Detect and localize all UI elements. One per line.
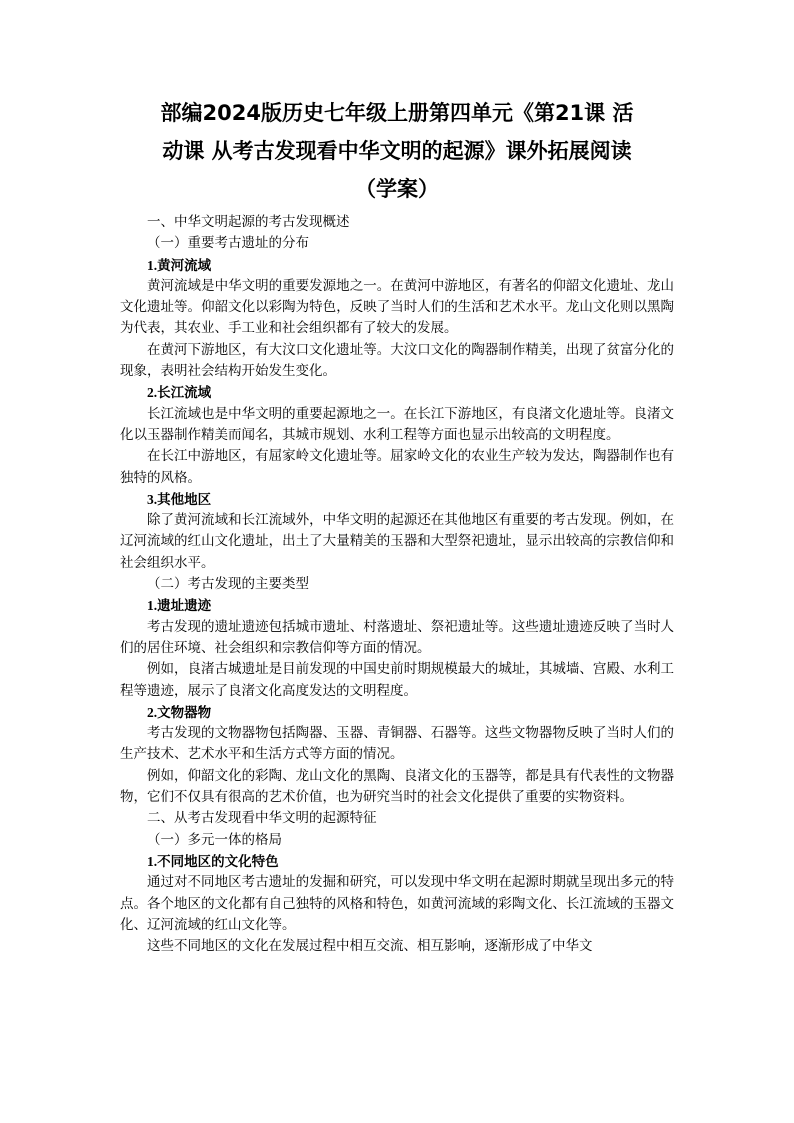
item-other-regions-heading: 3.其他地区	[147, 491, 212, 507]
section-1-heading: 一、中华文明起源的考古发现概述	[147, 214, 350, 230]
title-line-1: 部编2024版历史七年级上册第四单元《第21课 活	[160, 101, 634, 125]
title-line-2: 动课 从考古发现看中华文明的起源》课外拓展阅读	[162, 139, 632, 163]
item-yellow-river-heading: 1.黄河流域	[147, 257, 212, 273]
paragraph: 在长江中游地区，有屈家岭文化遗址等。屈家岭文化的农业生产较为发达，陶器制作也有独特的风格。	[120, 448, 674, 486]
paragraph: 黄河流域是中华文明的重要发源地之一。在黄河中游地区，有著名的仰韶文化遗址、龙山文化遗址等。仰韶文化以彩陶为特色，反映了当时人们的生活和艺术水平。龙山文化则以黑陶为代表，其农业、手工业和社会组织都有了较大的发展。	[120, 277, 674, 337]
paragraph: 例如，仰韶文化的彩陶、龙山文化的黑陶、良渚文化的玉器等，都是具有代表性的文物器物，它们不仅具有很高的艺术价值，也为研究当时的社会文化提供了重要的实物资料。	[120, 767, 674, 806]
section-1-sub-1-heading: （一）重要考古遗址的分布	[147, 235, 309, 252]
paragraph: 在黄河下游地区，有大汶口文化遗址等。大汶口文化的陶器制作精美，出现了贫富分化的现象，表明社会结构开始发生变化。	[120, 341, 674, 380]
item-regional-culture-heading: 1.不同地区的文化特色	[147, 853, 279, 869]
paragraph: 通过对不同地区考古遗址的发掘和研究，可以发现中华文明在起源时期就呈现出多元的特点。各个地区的文化都有自己独特的风格和特色，如黄河流域的彩陶文化、长江流域的玉器文化、辽河流域的红山文化等。	[120, 874, 674, 933]
section-2-sub-1-heading: （一）多元一体的格局	[147, 831, 282, 848]
document-title	[110, 94, 684, 208]
item-artifacts-heading: 2.文物器物	[147, 704, 212, 720]
paragraph: 例如，良渚古城遗址是目前发现的中国史前时期规模最大的城址，其城墙、宫殿、水利工程等遗迹，展示了良渚文化高度发达的文明程度。	[120, 661, 674, 699]
paragraph: 这些不同地区的文化在发展过程中相互交流、相互影响，逐渐形成了中华文	[147, 938, 593, 955]
paragraph: 考古发现的遗址遗迹包括城市遗址、村落遗址、祭祀遗址等。这些遗址遗迹反映了当时人们的居住环境、社会组织和宗教信仰等方面的情况。	[120, 618, 674, 656]
section-2-heading: 二、从考古发现看中华文明的起源特征	[147, 810, 377, 827]
item-sites-heading: 1.遗址遗迹	[147, 598, 212, 614]
title-line-3: （学案）	[355, 177, 439, 201]
item-yangtze-river-heading: 2.长江流域	[147, 385, 212, 401]
paragraph: 考古发现的文物器物包括陶器、玉器、青铜器、石器等。这些文物器物反映了当时人们的生产技术、艺术水平和生活方式等方面的情况。	[120, 725, 674, 763]
section-1-sub-2-heading: （二）考古发现的主要类型	[147, 576, 309, 593]
paragraph: 除了黄河流域和长江流域外，中华文明的起源还在其他地区有重要的考古发现。例如，在辽河流域的红山文化遗址，出土了大量精美的玉器和大型祭祀遗址，显示出较高的宗教信仰和社会组织水平。	[120, 512, 674, 571]
paragraph: 长江流域也是中华文明的重要起源地之一。在长江下游地区，有良渚文化遗址等。良渚文化以玉器制作精美而闻名，其城市规划、水利工程等方面也显示出较高的文明程度。	[120, 405, 674, 443]
